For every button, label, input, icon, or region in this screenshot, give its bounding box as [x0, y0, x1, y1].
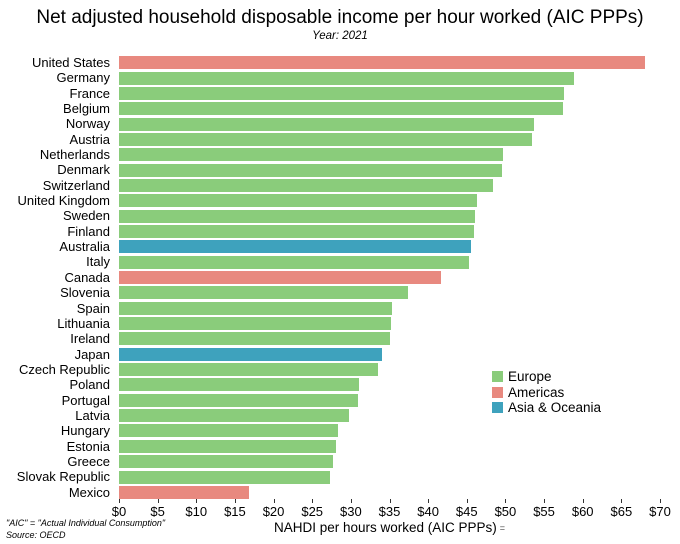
- bar-slovenia: [119, 286, 408, 299]
- bar-austria: [119, 133, 532, 146]
- category-label-poland: Poland: [69, 377, 110, 393]
- bar-ireland: [119, 332, 390, 345]
- bar-canada: [119, 271, 441, 284]
- legend-label: Europe: [508, 369, 552, 384]
- bar-estonia: [119, 440, 336, 453]
- x-tick-label: $0: [111, 504, 127, 519]
- chart-subtitle: Year: 2021: [312, 30, 368, 42]
- x-tick-label: $50: [494, 504, 517, 519]
- x-tick-mark: [351, 499, 352, 503]
- category-label-france: France: [69, 85, 110, 101]
- legend-swatch-americas: [492, 387, 503, 398]
- x-tick-label: $60: [571, 504, 594, 519]
- x-tick-label: $70: [649, 504, 671, 519]
- x-tick-label: $45: [455, 504, 478, 519]
- x-tick-mark: [119, 499, 120, 503]
- footnote-aic-definition: "AIC" = "Actual Individual Consumption": [6, 518, 166, 528]
- bar-czech-republic: [119, 363, 378, 376]
- category-label-ireland: Ireland: [70, 331, 110, 347]
- bar-netherlands: [119, 148, 503, 161]
- category-label-canada: Canada: [64, 269, 110, 285]
- category-label-australia: Australia: [59, 239, 110, 255]
- chart-title: Net adjusted household disposable income per hour worked (AIC PPPs): [36, 7, 644, 28]
- bar-france: [119, 87, 564, 100]
- x-tick-mark: [505, 499, 506, 503]
- bar-finland: [119, 225, 474, 238]
- x-tick-mark: [312, 499, 313, 503]
- x-tick-label: $40: [417, 504, 439, 519]
- x-tick-mark: [158, 499, 159, 503]
- x-tick-label: $20: [262, 504, 285, 519]
- x-tick-mark: [544, 499, 545, 503]
- bar-norway: [119, 118, 534, 131]
- footnote-source: Source: OECD: [6, 530, 66, 540]
- plot-area: [119, 55, 660, 500]
- category-label-italy: Italy: [86, 254, 110, 270]
- category-label-netherlands: Netherlands: [39, 147, 110, 163]
- legend-item-americas: [492, 385, 601, 401]
- category-label-czech-republic: Czech Republic: [18, 361, 110, 377]
- category-label-greece: Greece: [67, 453, 110, 469]
- x-tick-mark: [660, 499, 661, 503]
- x-tick-mark: [583, 499, 584, 503]
- bar-latvia: [119, 409, 349, 422]
- category-label-mexico: Mexico: [68, 484, 110, 500]
- category-label-slovak-republic: Slovak Republic: [16, 469, 110, 485]
- bar-mexico: [119, 486, 249, 499]
- legend-item-asia-oceania: [492, 400, 601, 416]
- legend-item-europe: [492, 369, 601, 385]
- x-tick-mark: [467, 499, 468, 503]
- x-axis-title-text: NAHDI per hours worked (AIC PPPs): [273, 520, 497, 535]
- legend-label: Americas: [508, 384, 565, 400]
- bar-australia: [119, 240, 471, 253]
- bar-switzerland: [119, 179, 493, 192]
- category-label-denmark: Denmark: [57, 162, 110, 178]
- bar-poland: [119, 378, 359, 391]
- legend-swatch-asia-oceania: [492, 402, 503, 413]
- category-label-switzerland: Switzerland: [42, 177, 110, 193]
- category-label-spain: Spain: [76, 300, 110, 316]
- x-tick-mark: [621, 499, 622, 503]
- x-tick-label: $55: [533, 504, 555, 519]
- x-tick-label: $30: [339, 504, 362, 519]
- category-label-germany: Germany: [56, 70, 110, 86]
- x-tick-mark: [274, 499, 275, 503]
- x-tick-label: $65: [610, 504, 633, 519]
- category-label-finland: Finland: [67, 223, 110, 239]
- category-label-sweden: Sweden: [63, 208, 110, 224]
- category-label-lithuania: Lithuania: [57, 315, 110, 331]
- category-label-norway: Norway: [65, 116, 110, 132]
- bar-japan: [119, 348, 382, 361]
- category-label-slovenia: Slovenia: [60, 285, 110, 301]
- legend-label: Asia & Oceania: [508, 400, 602, 415]
- x-tick-label: $15: [224, 504, 246, 519]
- category-label-belgium: Belgium: [63, 101, 110, 117]
- bar-lithuania: [119, 317, 391, 330]
- x-tick-mark: [390, 499, 391, 503]
- category-label-austria: Austria: [69, 131, 110, 147]
- bar-germany: [119, 72, 574, 85]
- category-label-japan: Japan: [74, 346, 110, 362]
- bar-spain: [119, 302, 392, 315]
- bar-belgium: [119, 102, 563, 115]
- x-tick-label: $10: [185, 504, 208, 519]
- category-label-latvia: Latvia: [75, 407, 110, 423]
- category-label-portugal: Portugal: [61, 392, 110, 408]
- footnotes: [6, 517, 165, 541]
- y-axis-category-labels: [0, 55, 114, 500]
- x-axis-title: [119, 520, 660, 535]
- x-tick-mark: [235, 499, 236, 503]
- bar-italy: [119, 256, 469, 269]
- bar-united-states: [119, 56, 645, 69]
- category-label-estonia: Estonia: [66, 438, 110, 454]
- bar-portugal: [119, 394, 358, 407]
- legend-swatch-europe: [492, 371, 503, 382]
- x-tick-mark: [196, 499, 197, 503]
- x-tick-mark: [428, 499, 429, 503]
- bar-greece: [119, 455, 333, 468]
- bar-sweden: [119, 210, 475, 223]
- category-label-united-states: United States: [31, 55, 110, 70]
- x-tick-label: $25: [301, 504, 324, 519]
- legend: [492, 369, 601, 416]
- category-label-united-kingdom: United Kingdom: [17, 193, 110, 209]
- bar-slovak-republic: [119, 471, 330, 484]
- axis-footnote-mark-icon: =: [499, 523, 506, 533]
- category-label-hungary: Hungary: [60, 423, 110, 439]
- bar-hungary: [119, 424, 338, 437]
- bar-united-kingdom: [119, 194, 477, 207]
- bar-denmark: [119, 164, 502, 177]
- x-tick-label: $5: [150, 504, 165, 519]
- x-tick-label: $35: [378, 504, 401, 519]
